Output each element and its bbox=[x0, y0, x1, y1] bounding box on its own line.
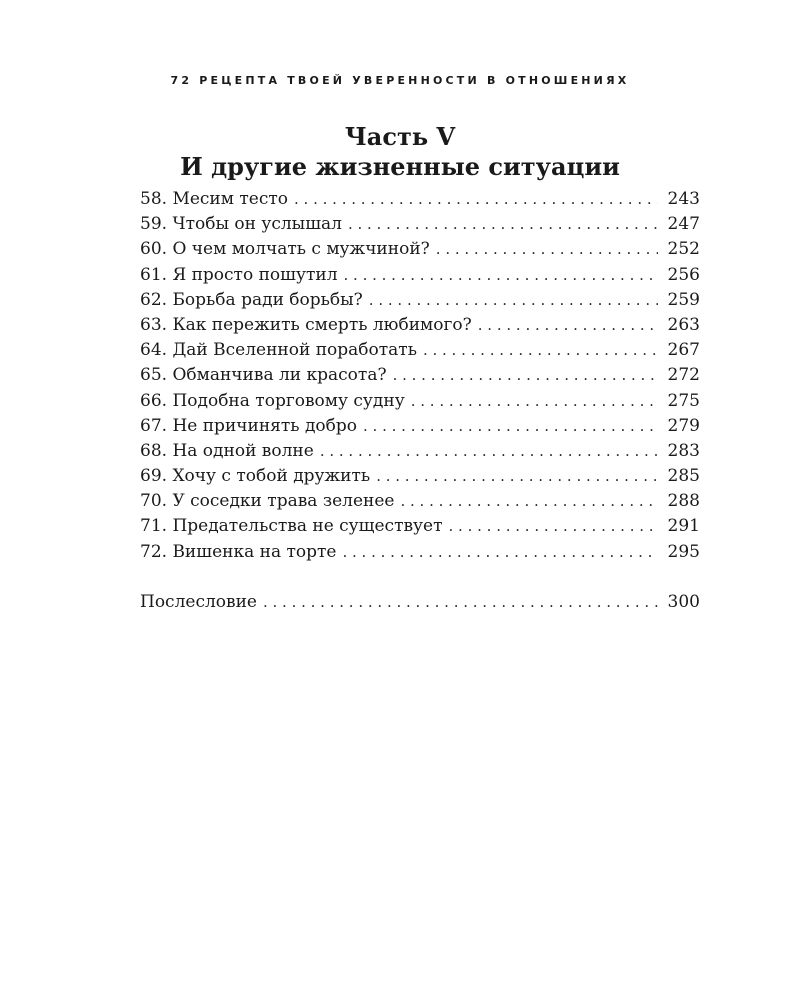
toc-entry-title: 70. У соседки трава зеленее bbox=[140, 491, 395, 512]
toc-entry-page: 252 bbox=[667, 239, 700, 260]
toc-entry-page: 285 bbox=[667, 466, 700, 487]
dot-leader bbox=[320, 442, 658, 460]
toc-entry[interactable] bbox=[140, 542, 700, 567]
toc-entry[interactable] bbox=[140, 290, 700, 315]
toc-entry-page: 279 bbox=[667, 415, 700, 436]
toc-entry-title: 66. Подобна торговому судну bbox=[140, 390, 405, 411]
part-heading bbox=[0, 122, 800, 182]
dot-leader bbox=[342, 543, 658, 561]
toc-entry-page: 275 bbox=[667, 390, 700, 411]
toc-entry-page: 300 bbox=[667, 591, 700, 612]
toc-entry[interactable] bbox=[140, 516, 700, 541]
dot-leader bbox=[411, 392, 658, 410]
toc-entry-page: 272 bbox=[667, 365, 700, 386]
toc-entry-page: 243 bbox=[667, 189, 700, 209]
dot-leader bbox=[423, 341, 658, 359]
toc-entry-page: 267 bbox=[667, 340, 700, 361]
toc-entry-page: 295 bbox=[667, 541, 700, 562]
toc-entry-title: 61. Я просто пошутил bbox=[140, 264, 338, 285]
toc-entry[interactable] bbox=[140, 265, 700, 290]
dot-leader bbox=[478, 316, 658, 334]
toc-entry-title: 68. На одной волне bbox=[140, 440, 314, 461]
dot-leader bbox=[376, 467, 658, 485]
part-label: Часть V bbox=[344, 122, 456, 151]
dot-leader bbox=[400, 492, 658, 510]
toc-entry-page: 259 bbox=[667, 289, 700, 310]
section-spacer bbox=[140, 567, 700, 592]
toc-entry[interactable] bbox=[140, 315, 700, 340]
dot-leader bbox=[263, 593, 658, 611]
toc-entry-page: 283 bbox=[667, 440, 700, 461]
table-of-contents bbox=[140, 189, 700, 617]
toc-entry-page: 288 bbox=[667, 491, 700, 512]
toc-entry-title: 58. Месим тесто bbox=[140, 189, 289, 209]
running-head: 72 РЕЦЕПТА ТВОЕЙ УВЕРЕННОСТИ В ОТНОШЕНИЯХ bbox=[170, 74, 630, 87]
dot-leader bbox=[436, 240, 658, 258]
toc-entry-title: 62. Борьба ради борьбы? bbox=[140, 289, 363, 310]
part-title: И другие жизненные ситуации bbox=[180, 152, 620, 181]
dot-leader bbox=[449, 517, 658, 535]
toc-entry[interactable] bbox=[140, 441, 700, 466]
toc-entry-title: 59. Чтобы он услышал bbox=[140, 214, 342, 235]
dot-leader bbox=[393, 366, 658, 384]
dot-leader bbox=[344, 266, 659, 284]
toc-entry-page: 291 bbox=[667, 516, 700, 537]
toc-entry-page: 256 bbox=[667, 264, 700, 285]
dot-leader bbox=[348, 215, 658, 233]
toc-entry-afterword[interactable] bbox=[140, 592, 700, 617]
toc-entry-title: 63. Как пережить смерть любимого? bbox=[140, 314, 472, 335]
toc-entry[interactable] bbox=[140, 340, 700, 365]
toc-entry-title: 72. Вишенка на торте bbox=[140, 541, 337, 562]
dot-leader bbox=[294, 190, 658, 208]
toc-entry-title: 67. Не причинять добро bbox=[140, 415, 358, 436]
toc-entry[interactable] bbox=[140, 239, 700, 264]
toc-entry[interactable] bbox=[140, 491, 700, 516]
toc-entry[interactable] bbox=[140, 214, 700, 239]
toc-entry[interactable] bbox=[140, 365, 700, 390]
dot-leader bbox=[369, 291, 658, 309]
toc-entry-page: 247 bbox=[667, 214, 700, 235]
toc-entry[interactable] bbox=[140, 466, 700, 491]
toc-entry[interactable] bbox=[140, 189, 700, 214]
toc-entry[interactable] bbox=[140, 391, 700, 416]
toc-entry-title: 71. Предательства не существует bbox=[140, 516, 443, 537]
toc-entry-title: 69. Хочу с тобой дружить bbox=[140, 466, 371, 487]
toc-entry-title: 65. Обманчива ли красота? bbox=[140, 365, 387, 386]
dot-leader bbox=[363, 417, 658, 435]
toc-entry[interactable] bbox=[140, 416, 700, 441]
toc-entry-page: 263 bbox=[667, 314, 700, 335]
toc-entry-title: Послесловие bbox=[140, 591, 257, 612]
toc-entry-title: 60. О чем молчать с мужчиной? bbox=[140, 239, 430, 260]
toc-entry-title: 64. Дай Вселенной поработать bbox=[140, 340, 417, 361]
